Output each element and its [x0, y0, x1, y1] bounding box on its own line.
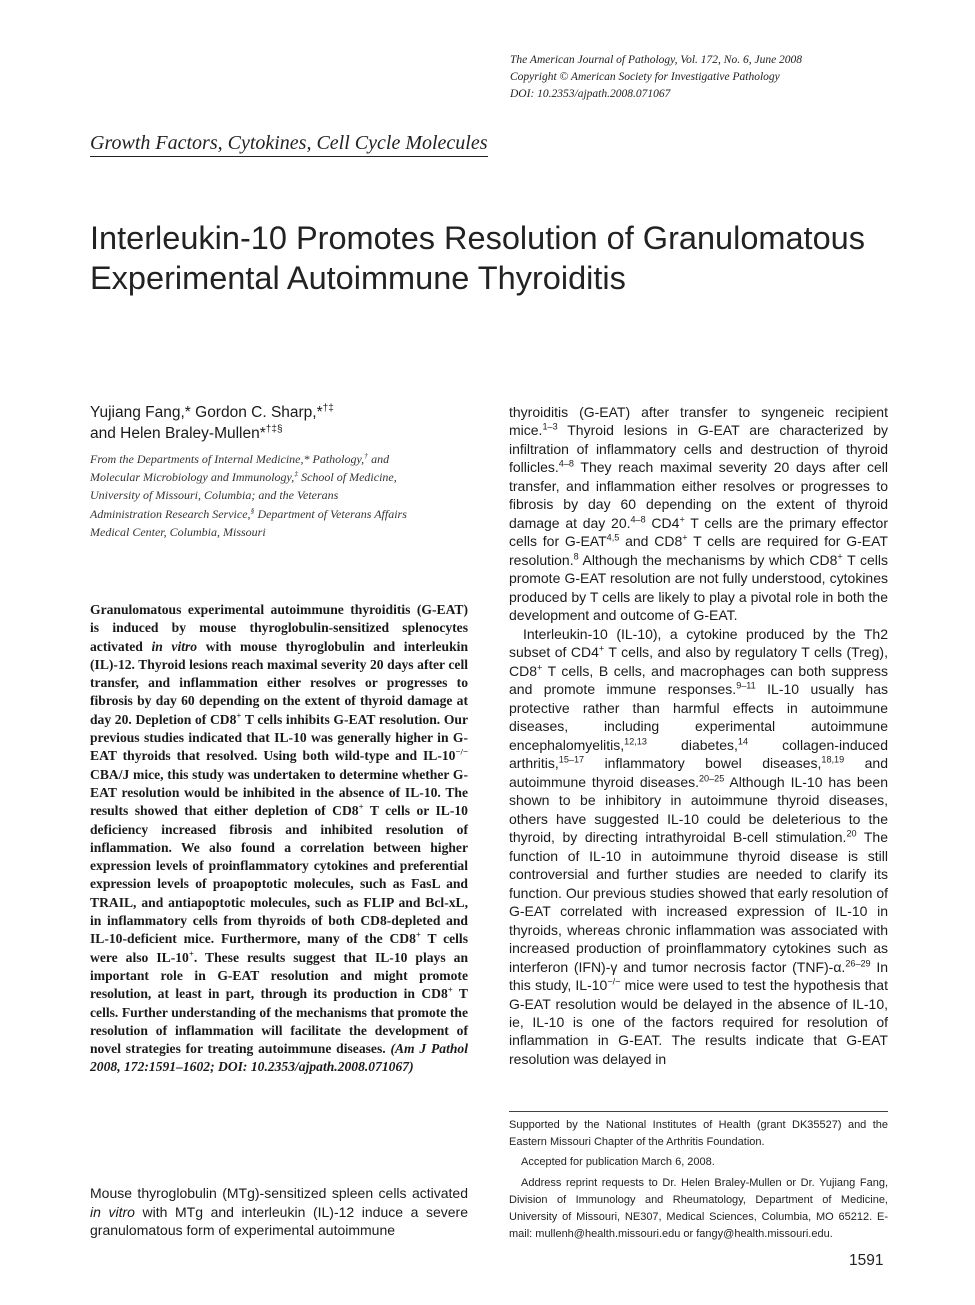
- footnote-divider: [509, 1111, 888, 1112]
- doi-line: DOI: 10.2353/ajpath.2008.071067: [510, 88, 671, 100]
- body-paragraph-1: [509, 403, 888, 625]
- author-list: [90, 402, 468, 444]
- abstract-text: T cells or IL-10 deficiency increased fibrosis and inhibited resolution of inflammation. We also found a correlation between higher expression levels of proinflammatory cytokines and preferential expression levels of proapoptotic molecules, such as FasL and TRAIL, and antiapoptotic molecules, such as FLIP and Bcl-xL, in inflammatory cells from thyroids of both CD8-depleted and IL-10-deficient mice. Furthermore, many of the CD8: [90, 803, 468, 947]
- affiliation-text-segment: Department of Veterans Affairs: [254, 506, 407, 521]
- affiliation-text-segment: Administration Research Service,: [90, 506, 251, 521]
- superscript: +: [679, 514, 685, 525]
- reprint-footnote: Address reprint requests to Dr. Helen Braley-Mullen or Dr. Yujiang Fang, Division of Immunology and Rheumatology, Department of Medicine, University of Missouri, NE307, Medical Sciences, Columbia, MO 65212. E-mail: mullenh@health.missouri.edu or fangy@health.missouri.edu.: [509, 1176, 888, 1241]
- body-text: diabetes,: [646, 736, 738, 753]
- superscript: +: [447, 984, 453, 995]
- reference-superscript: 1–3: [542, 421, 558, 432]
- reference-superscript: 26–29: [845, 957, 871, 968]
- body-text: In this study, IL-10: [509, 958, 888, 994]
- superscript: +: [415, 929, 421, 940]
- body-text: The function of IL-10 in autoimmune thyroid disease is still controversial and further studies are needed to clarify its function. Our previous studies showed that early resolution of G-EAT correlated with increased expression of IL-10 in thyroids, whereas chronic inflammation was associated with increased production of proinflammatory cytokines such as interferon (IFN)-γ and tumor necrosis factor (TNF)-α.: [509, 829, 889, 975]
- body-italic: in vitro: [90, 1203, 135, 1220]
- journal-header: [510, 52, 930, 103]
- body-text: T cells promote G-EAT resolution are not fully understood, cytokines produced by T cells are likely to play a pivotal role in both the development and outcome of G-EAT.: [509, 551, 888, 624]
- page-number: 1591: [849, 1252, 884, 1269]
- superscript: +: [537, 662, 543, 673]
- affiliation-text-segment: Molecular Microbiology and Immunology,: [90, 470, 295, 485]
- author-line-2: [90, 423, 468, 444]
- superscript: +: [358, 801, 364, 812]
- body-right-column: [509, 403, 888, 1068]
- footnotes: [509, 1117, 888, 1246]
- article-title: [90, 218, 920, 298]
- affiliation-line-5: Medical Center, Columbia, Missouri: [90, 524, 266, 539]
- title-line-1: Interleukin-10 Promotes Resolution of Granulomatous: [90, 220, 865, 256]
- intro-paragraph-start: [90, 1184, 468, 1240]
- affiliation-marks-2: †‡§: [265, 423, 283, 435]
- body-paragraph-2: [509, 625, 888, 1069]
- abstract-text: T cells were also IL-10: [90, 931, 468, 965]
- reference-superscript: 20–25: [699, 773, 725, 784]
- superscript: +: [598, 643, 605, 654]
- journal-citation-line: The American Journal of Pathology, Vol. 172, No. 6, June 2008: [510, 54, 803, 66]
- body-text: Although IL-10 has been shown to be inhibitory in autoimmune thyroid diseases, others have suggested IL-10 could be deleterious to the thyroid, by directing intrathyroidal B-cell stimulation.: [509, 773, 888, 846]
- body-text: IL-10 usually has protective rather than harmful effects in autoimmune diseases, including experimental autoimmune encephalomyelitis,: [509, 681, 888, 753]
- superscript: +: [236, 710, 242, 721]
- abstract-text: Granulomatous experimental autoimmune thyroiditis (G-EAT) is induced by mouse thyroglobulin-sensitized splenocytes activated: [90, 602, 468, 654]
- reference-superscript: 8: [573, 551, 579, 562]
- reference-superscript: 15–17: [558, 754, 585, 765]
- body-text: T cells, B cells, and macrophages can both suppress and promote immune responses.: [509, 662, 888, 698]
- affiliation-line-4: [90, 505, 468, 523]
- body-text: with MTg and interleukin (IL)-12 induce a severe granulomatous form of experimental autoimmune: [90, 1203, 469, 1238]
- body-text: inflammatory bowel diseases,: [584, 755, 822, 772]
- body-text: Mouse thyroglobulin (MTg)-sensitized spleen cells activated: [90, 1185, 468, 1201]
- abstract-text: T cells. Further understanding of the mechanisms that promote the resolution of inflammation will facilitate the development of novel strategies for treating autoimmune diseases.: [90, 986, 468, 1057]
- affiliation-text: [90, 450, 468, 541]
- abstract-text: T cells inhibits G-EAT resolution. Our previous studies indicated that IL-10 was generally higher in G-EAT thyroids that resolved. Using both wild-type and IL-10: [90, 711, 468, 764]
- section-heading: Growth Factors, Cytokines, Cell Cycle Molecules: [90, 132, 488, 157]
- reference-superscript: 4–8: [630, 514, 646, 525]
- abstract-text: . These results suggest that IL-10 plays an important role in G-EAT resolution and might promote resolution, at least in part, through its production in CD8: [90, 949, 469, 1002]
- body-text: Although the mechanisms by which CD8: [578, 551, 838, 568]
- reference-superscript: 20: [846, 828, 857, 839]
- reference-superscript: 14: [737, 736, 749, 747]
- affiliation-marks-1: †‡: [322, 402, 334, 414]
- body-text: and autoimmune thyroid diseases.: [509, 755, 888, 790]
- reference-superscript: 12,13: [624, 736, 647, 747]
- superscript: +: [837, 551, 843, 562]
- body-text: mice were used to test the hypothesis that G-EAT resolution would be delayed in the absence of IL-10, ie, IL-10 is one of the factors required for resolution of inflammation in G-EAT. The results indicate that G-EAT resolution was delayed in: [509, 977, 888, 1067]
- copyright-line: Copyright © American Society for Investigative Pathology: [510, 71, 780, 83]
- affiliation-line-3: University of Missouri, Columbia; and the Veterans: [90, 488, 339, 503]
- reference-superscript: 4,5: [606, 532, 620, 543]
- reference-superscript: 9–11: [736, 680, 756, 691]
- abstract: [90, 601, 468, 1077]
- body-text: Interleukin-10 (IL-10), a cytokine produced by the Th2 subset of CD4: [509, 625, 888, 661]
- author-block: [90, 402, 468, 541]
- body-text: They reach maximal severity 20 days after cell transfer, and inflammation either resolves or progresses to fibrosis by day 60 depending on the extent of thyroid damage at day 20.: [509, 459, 888, 531]
- superscript: −/−: [455, 746, 468, 757]
- body-text: Thyroid lesions in G-EAT are characterized by infiltration of inflammatory cells and destruction of thyroid follicles.: [509, 422, 888, 476]
- funding-footnote: Supported by the National Institutes of Health (grant DK35527) and the Eastern Missouri Chapter of the Arthritis Foundation.: [509, 1119, 888, 1149]
- abstract-italic: in vitro: [151, 638, 198, 654]
- abstract-text: CBA/J mice, this study was undertaken to determine whether G-EAT resolution would be inhibited in the absence of IL-10. The results showed that either depletion of CD8: [90, 766, 468, 819]
- author-names-1: Yujiang Fang,* Gordon C. Sharp,*: [90, 404, 323, 421]
- affiliation-text-segment: School of Medicine,: [298, 470, 397, 485]
- affiliation-line-1: [90, 450, 468, 468]
- affiliation-line-2: [90, 468, 468, 486]
- body-text: T cells are the primary effector cells for G-EAT: [509, 514, 888, 550]
- title-line-2: Experimental Autoimmune Thyroiditis: [90, 260, 626, 296]
- body-text: T cells, and also by regulatory T cells (Treg), CD8: [509, 644, 888, 679]
- reference-superscript: 4–8: [558, 458, 574, 469]
- affiliation-text-segment: and: [368, 452, 390, 466]
- body-text: CD4: [645, 514, 680, 531]
- reference-superscript: 18,19: [821, 754, 845, 765]
- abstract-citation: (Am J Pathol 2008, 172:1591–1602; DOI: 10.2353/ajpath.2008.071067): [90, 1041, 468, 1075]
- superscript: +: [188, 948, 194, 959]
- affiliation-mark: †: [364, 451, 369, 460]
- body-text: thyroiditis (G-EAT) after transfer to syngeneic recipient mice.: [509, 404, 888, 439]
- body-text: collagen-induced arthritis,: [509, 736, 888, 772]
- author-names-2: and Helen Braley-Mullen*: [90, 425, 266, 442]
- abstract-text: with mouse thyroglobulin and interleukin (IL)-12. Thyroid lesions reach maximal severity 20 days after cell transfer, and inflammation either resolves or progresses to fibrosis by day 60 depending on the extent of thyroid damage at day 20. Depletion of CD8: [90, 638, 468, 727]
- author-line-1: [90, 402, 468, 423]
- affiliation-mark: ‡: [294, 469, 299, 479]
- body-text: T cells are required for G-EAT resolution.: [509, 533, 888, 568]
- superscript: −/−: [607, 976, 621, 987]
- affiliation-text-segment: From the Departments of Internal Medicine,* Pathology,: [90, 452, 365, 466]
- body-text: and CD8: [619, 533, 683, 550]
- accepted-footnote: Accepted for publication March 6, 2008.: [521, 1156, 715, 1169]
- affiliation-mark: §: [250, 505, 255, 515]
- superscript: +: [682, 532, 688, 543]
